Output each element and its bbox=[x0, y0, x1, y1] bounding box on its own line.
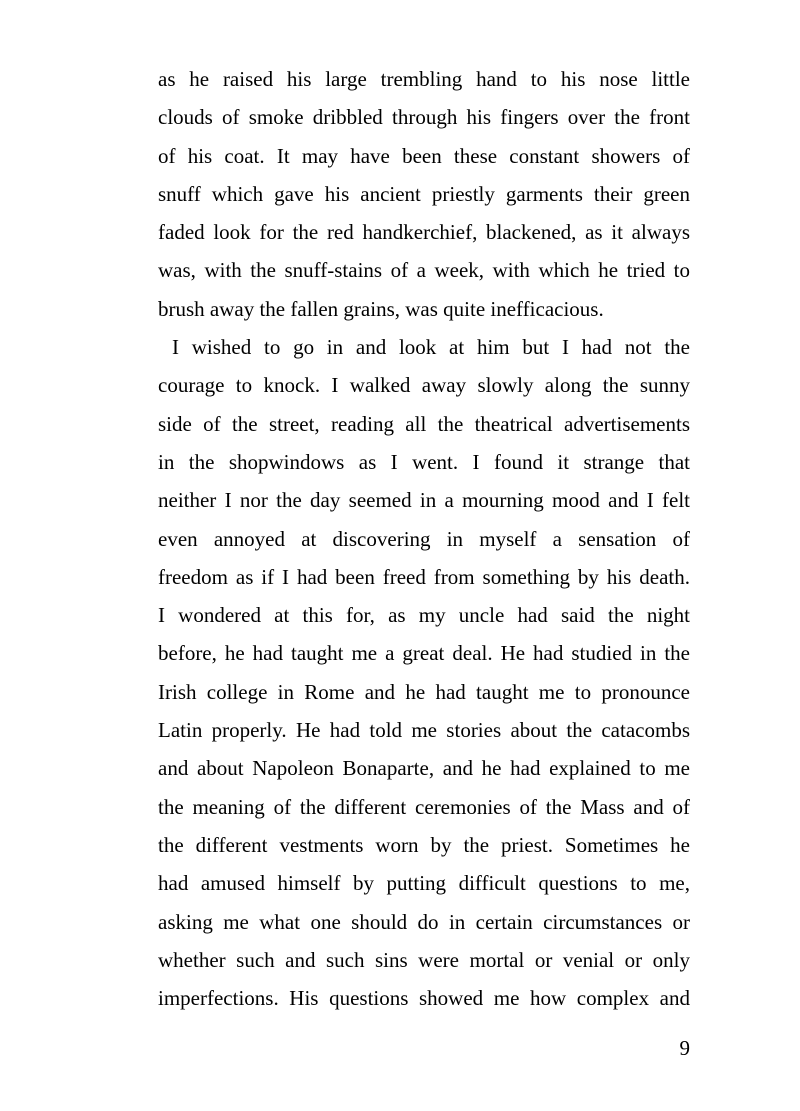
text-line: neither I nor the day seemed in a mourning mood and I felt bbox=[158, 488, 690, 513]
text-line: side of the street, reading all the theatrical advertisements bbox=[158, 411, 690, 436]
paragraph-1 bbox=[158, 60, 690, 328]
paragraph-2 bbox=[158, 328, 690, 1017]
text-line: had amused himself by putting difficult questions to me, bbox=[158, 871, 690, 896]
text-line: the different vestments worn by the priest. Sometimes he bbox=[158, 832, 690, 857]
text-line: freedom as if I had been freed from something by his death. bbox=[158, 564, 690, 589]
text-line: faded look for the red handkerchief, blackened, as it always bbox=[158, 220, 690, 245]
text-line: before, he had taught me a great deal. He had studied in the bbox=[158, 641, 690, 666]
text-line: and about Napoleon Bonaparte, and he had explained to me bbox=[158, 756, 690, 781]
text-line: in the shopwindows as I went. I found it strange that bbox=[158, 449, 690, 474]
body-text bbox=[158, 60, 690, 1017]
text-line: I wished to go in and look at him but I had not the bbox=[172, 335, 690, 360]
text-line: Latin properly. He had told me stories about the catacombs bbox=[158, 718, 690, 743]
text-line: courage to knock. I walked away slowly along the sunny bbox=[158, 373, 690, 398]
text-line: Irish college in Rome and he had taught me to pronounce bbox=[158, 679, 690, 704]
text-line: asking me what one should do in certain circumstances or bbox=[158, 909, 690, 934]
text-line: as he raised his large trembling hand to his nose little bbox=[158, 67, 690, 91]
text-line: clouds of smoke dribbled through his fingers over the front bbox=[158, 105, 690, 130]
text-line: snuff which gave his ancient priestly garments their green bbox=[158, 181, 690, 206]
text-line: was, with the snuff-stains of a week, with which he tried to bbox=[158, 258, 690, 283]
text-line: imperfections. His questions showed me how complex and bbox=[158, 986, 690, 1011]
text-line: the meaning of the different ceremonies of the Mass and of bbox=[158, 794, 690, 819]
text-line: I wondered at this for, as my uncle had said the night bbox=[158, 603, 690, 628]
text-line: brush away the fallen grains, was quite inefficacious. bbox=[158, 296, 604, 321]
text-line: even annoyed at discovering in myself a sensation of bbox=[158, 526, 690, 551]
text-line: of his coat. It may have been these constant showers of bbox=[158, 143, 690, 168]
page-number: 9 bbox=[679, 1036, 690, 1060]
text-line: whether such and such sins were mortal or venial or only bbox=[158, 947, 690, 972]
